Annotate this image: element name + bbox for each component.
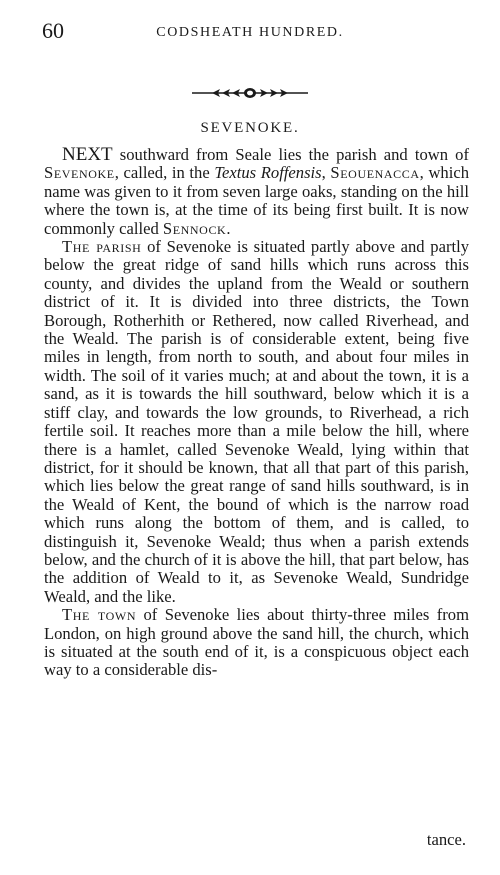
- paragraph-1-text: , called, in the: [114, 163, 215, 183]
- place-name-sennock: Sennock: [162, 218, 227, 238]
- place-name-sevenoke: Sevenoke: [44, 163, 115, 183]
- paragraph-1-text: southward from Seale lies the parish and town of: [112, 145, 469, 164]
- place-name-seouenacca: Seouenacca: [330, 163, 420, 183]
- paragraph-1-opening-word: NEXT: [62, 144, 113, 165]
- running-title: CODSHEATH HUNDRED.: [156, 25, 344, 40]
- paragraph-2-text: of Sevenoke is situated partly above and partly below the great ridge of sand hills which runs across this county, and divides the upland from the Weald or southern district of it. It is divided into three districts, the Town Borough, Rotherhith or Rethered, now called Riverhead, and the Weald. The parish is of considerable extent, being five miles in length, from north to south, and about four miles in width. The soil of it varies much; at and about the town, it is a sand, as it is towards the hill southward, below which it is a stiff clay, and towards the low grounds, to Riverhead, a rich fertile soil. It reaches more than a mile below the hill, where there is a hamlet, called Sevenoke Weald, lying within that district, for it should be known, that all that part of this parish, which lies below the great range of sand hills southward, is in the Weald of Kent, the bound of which is the narrow road which runs along the bottom of them, and is called, to distinguish it, Sevenoke Weald; thus when a parish extends below, and the church of it is above the hill, that part below, has the addition of Weald to it, as Sevenoke Weald, Sundridge Weald, and the like.: [44, 237, 470, 606]
- paragraph-2-lead: The parish: [62, 237, 142, 257]
- paragraph-1: [44, 146, 469, 238]
- body-text: [44, 146, 469, 680]
- paragraph-1-text: ,: [321, 163, 331, 183]
- catchword: tance.: [426, 830, 466, 849]
- textus-roffensis-title: Textus Roffensis: [214, 163, 322, 183]
- paragraph-3-text: of Sevenoke lies about thirty-three miles from London, on high ground above the sand hill, the church, which is situated at the south end of it, is a conspicuous object each way to a considerable dis-: [44, 605, 469, 680]
- ornament-divider-icon: [190, 86, 310, 100]
- page-header: [0, 18, 500, 56]
- paragraph-2: [44, 238, 469, 606]
- paragraph-3-lead: The town: [62, 605, 137, 625]
- paragraph-3: [44, 606, 469, 680]
- paragraph-1-text: .: [226, 218, 231, 238]
- paragraph-1-text: , which name was given to it from seven large oaks, standing on the hill where the town is, at the time of its being first built. It is now commonly called: [44, 163, 469, 238]
- section-title: SEVENOKE.: [200, 120, 300, 136]
- page-number: 60: [42, 18, 64, 43]
